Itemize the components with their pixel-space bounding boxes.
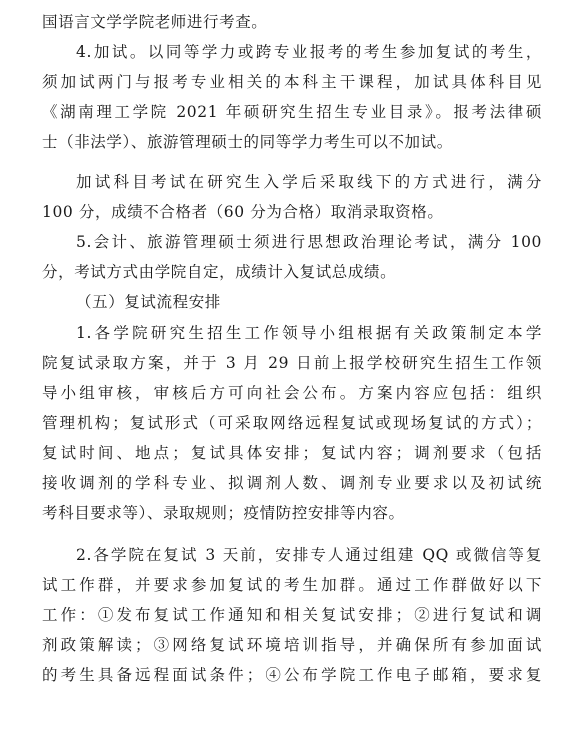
text-line: 院复试录取方案，并于 3 月 29 日前上报学校研究生招生工作领 [42,354,542,372]
text-line: 工作：①发布复试工作通知和相关复试安排；②进行复试和调 [42,606,542,624]
text-line: 须加试两门与报考专业相关的本科主干课程，加试具体科目见 [42,73,542,91]
text-line: 《湖南理工学院 2021 年硕研究生招生专业目录》。报考法律硕 [42,103,542,121]
text-line: 2.各学院在复试 3 天前，安排专人通过组建 QQ 或微信等复 [76,546,542,564]
text-line: 复试时间、地点；复试具体安排；复试内容；调剂要求（包括 [42,444,542,462]
text-line: 4.加试。以同等学力或跨专业报考的考生参加复试的考生， [76,43,542,61]
text-line: 5.会计、旅游管理硕士须进行思想政治理论考试，满分 100 [76,233,542,251]
text-line: 1.各学院研究生招生工作领导小组根据有关政策制定本学 [76,324,542,342]
text-line: 加试科目考试在研究生入学后采取线下的方式进行，满分 [76,173,542,191]
text-line: 导小组审核，审核后方可向社会公布。方案内容应包括：组织 [42,384,542,402]
text-line: 国语言文学学院老师进行考查。 [42,13,268,31]
text-line: 管理机构；复试形式（可采取网络远程复试或现场复试的方式）； [42,414,542,432]
text-line: 考科目要求等）、录取规则；疫情防控安排等内容。 [42,504,405,522]
text-line: 士（非法学）、旅游管理硕士的同等学力考生可以不加试。 [42,133,453,151]
text-line: 分，考试方式由学院自定，成绩计入复试总成绩。 [42,263,397,281]
text-line: 试工作群，并要求参加复试的考生加群。通过工作群做好以下 [42,576,542,594]
text-line: 接收调剂的学科专业、拟调剂人数、调剂专业要求以及初试统 [42,474,542,492]
text-line: 100 分，成绩不合格者（60 分为合格）取消录取资格。 [42,203,444,221]
text-line: 的考生具备远程面试条件；④公布学院工作电子邮箱，要求复 [42,666,542,684]
text-line: 剂政策解读；③网络复试环境培训指导，并确保所有参加面试 [42,636,542,654]
section-heading: （五）复试流程安排 [76,293,221,311]
